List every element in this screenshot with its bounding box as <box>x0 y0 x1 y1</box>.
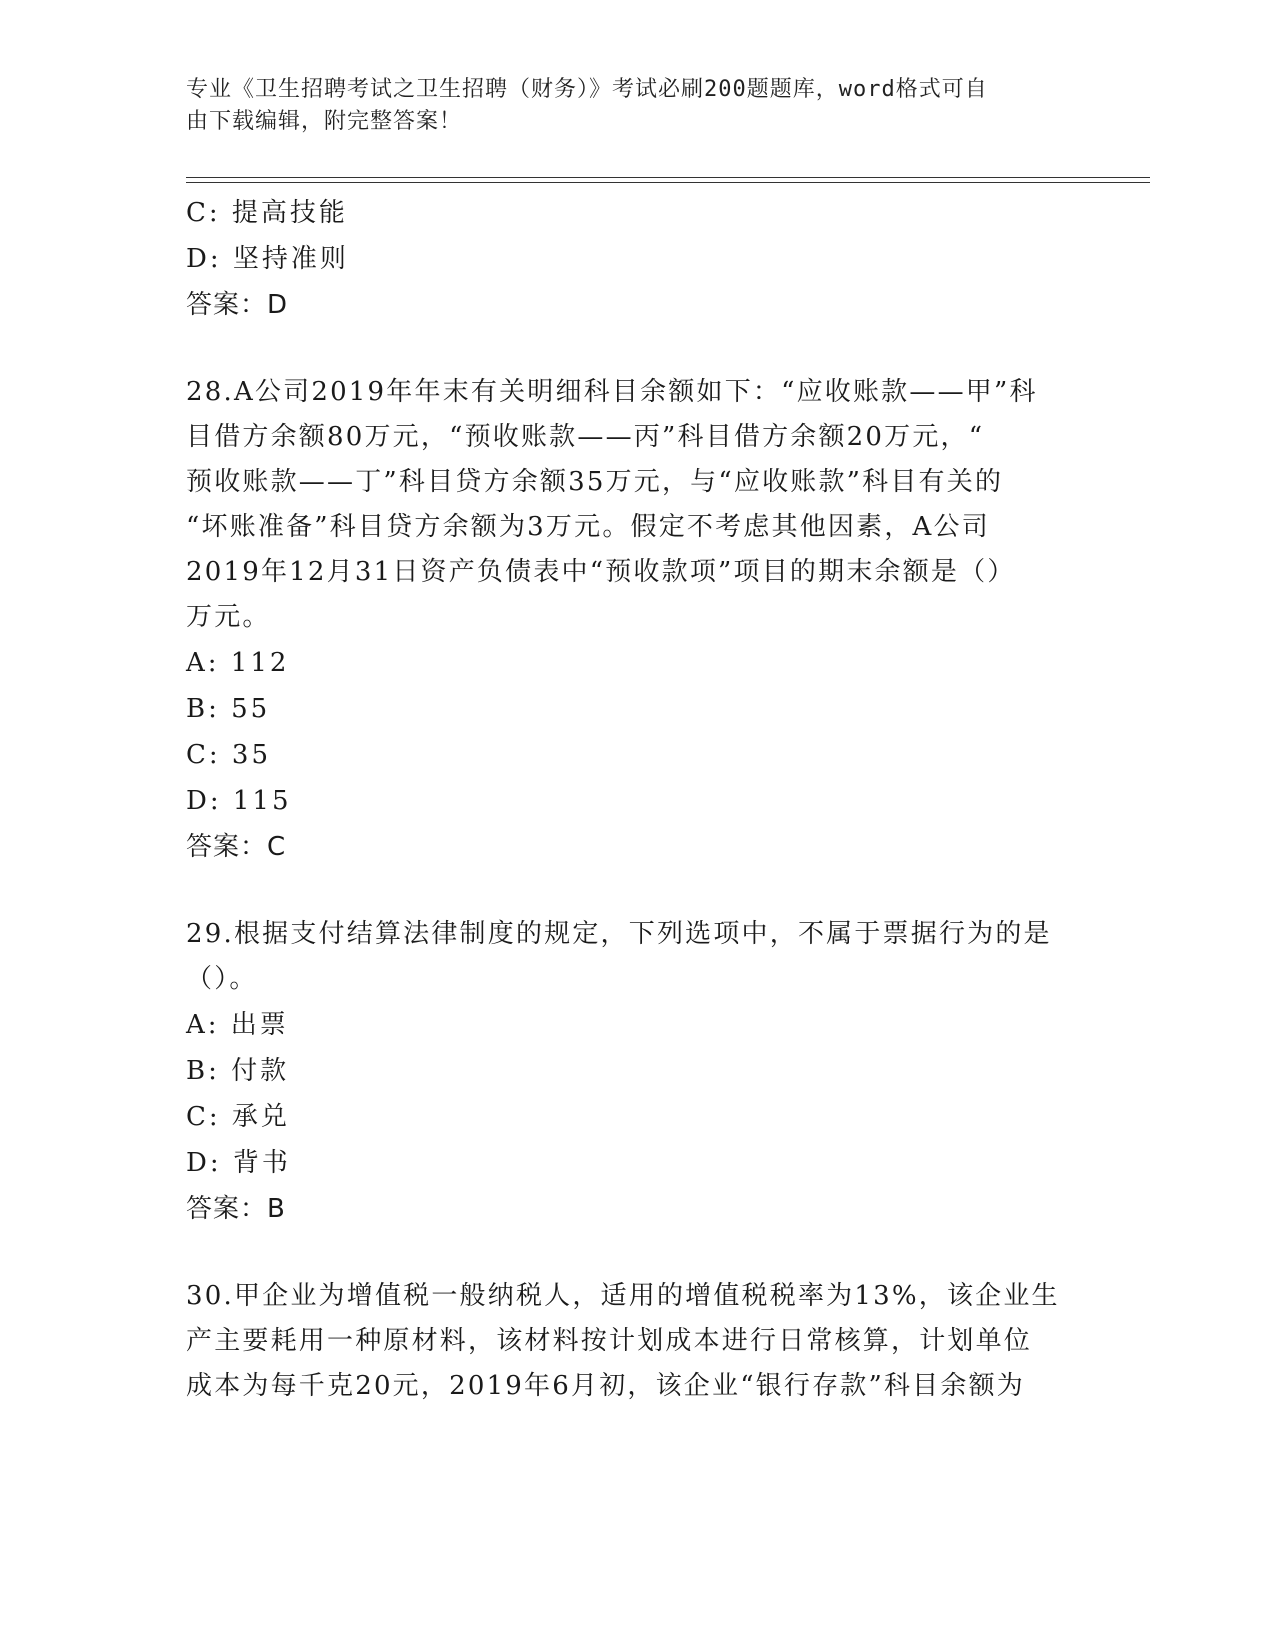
option-b: B: 55 <box>186 694 271 724</box>
question-text-line: 29.根据支付结算法律制度的规定，下列选项中，不属于票据行为的是 <box>186 919 1052 949</box>
question-27 <box>186 190 1086 328</box>
question-text-line: 2019年12月31日资产负债表中“预收款项”项目的期末余额是（） <box>186 557 1016 587</box>
question-text-line: 30.甲企业为增值税一般纳税人，适用的增值税税率为13%，该企业生 <box>186 1281 1060 1311</box>
question-30 <box>186 1274 1086 1409</box>
question-text-line: “坏账准备”科目贷方余额为3万元。假定不考虑其他因素，A公司 <box>186 512 990 542</box>
document-header <box>186 74 1066 138</box>
spacer <box>186 1232 1086 1274</box>
option-b: B: 付款 <box>186 1056 290 1086</box>
header-line-1: 专业《卫生招聘考试之卫生招聘（财务）》考试必刷200题题库，word格式可自 <box>186 77 988 102</box>
option-a: A: 112 <box>186 648 290 678</box>
option-d: D: 115 <box>186 786 292 816</box>
answer: 答案：C <box>186 832 287 862</box>
option-c: C: 提高技能 <box>186 198 348 228</box>
question-text-line: 成本为每千克20元，2019年6月初，该企业“银行存款”科目余额为 <box>186 1371 1025 1401</box>
question-text-line: （）。 <box>186 964 258 994</box>
header-divider-bottom <box>186 182 1150 183</box>
answer: 答案：D <box>186 290 289 320</box>
question-text-line: 万元。 <box>186 602 271 632</box>
header-line-2: 由下载编辑，附完整答案！ <box>186 109 463 134</box>
spacer <box>186 870 1086 912</box>
option-d: D: 背书 <box>186 1148 291 1178</box>
option-c: C: 承兑 <box>186 1102 290 1132</box>
question-text-line: 产主要耗用一种原材料，该材料按计划成本进行日常核算，计划单位 <box>186 1326 1033 1356</box>
document-body <box>186 190 1086 1409</box>
spacer <box>186 328 1086 370</box>
question-text-line: 目借方余额80万元，“预收账款——丙”科目借方余额20万元，“ <box>186 422 985 452</box>
question-28 <box>186 370 1086 870</box>
option-a: A: 出票 <box>186 1010 289 1040</box>
answer: 答案：B <box>186 1194 286 1224</box>
question-text-line: 预收账款——丁”科目贷方余额35万元，与“应收账款”科目有关的 <box>186 467 1004 497</box>
option-d: D: 坚持准则 <box>186 244 349 274</box>
option-c: C: 35 <box>186 740 272 770</box>
question-29 <box>186 912 1086 1232</box>
question-text-line: 28.A公司2019年年末有关明细科目余额如下：“应收账款——甲”科 <box>186 377 1038 407</box>
header-divider-top <box>186 177 1150 178</box>
